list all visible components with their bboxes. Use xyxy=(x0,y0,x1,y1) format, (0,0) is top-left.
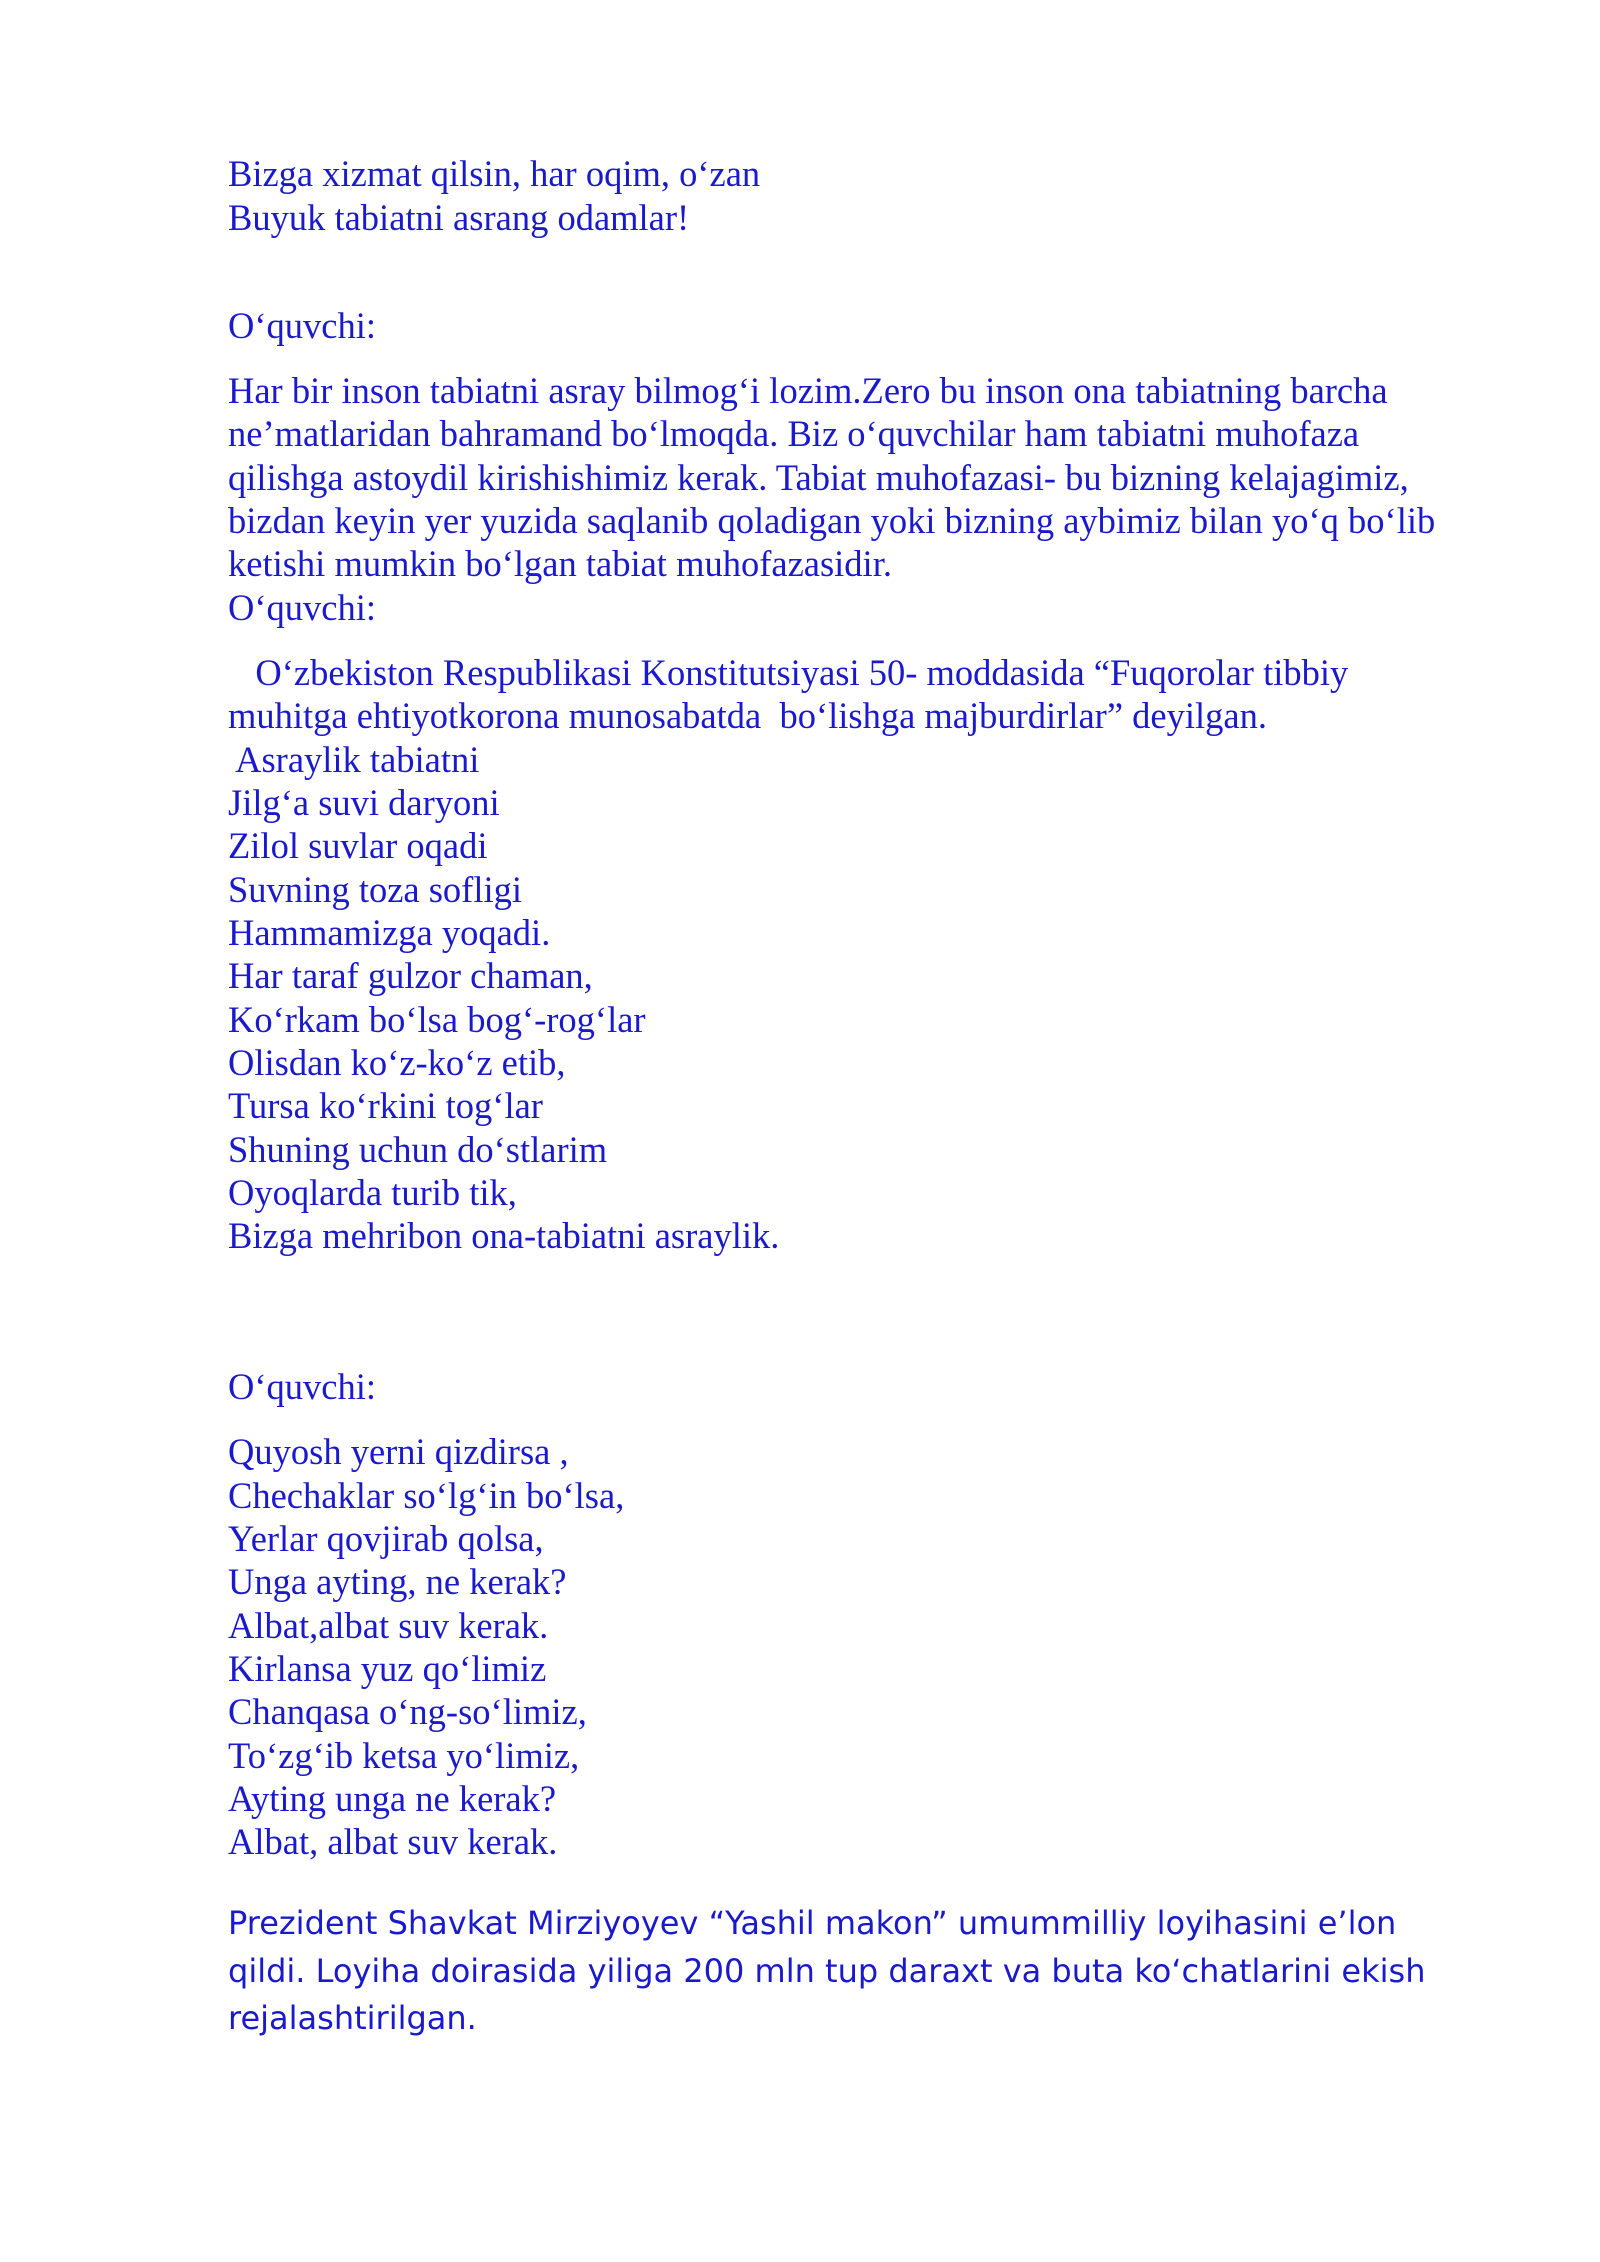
poem-2-line: Ayting unga ne kerak? xyxy=(228,1778,557,1819)
speaker-label: O‘quvchi: xyxy=(228,1366,376,1407)
opening-verse-line-2: Buyuk tabiatni asrang odamlar! xyxy=(228,197,690,238)
poem-1-line: Oyoqlarda turib tik, xyxy=(228,1172,517,1213)
poem-2-line: Albat, albat suv kerak. xyxy=(228,1821,558,1862)
speaker-label: O‘quvchi: xyxy=(228,305,376,346)
opening-verse-line-1: Bizga xizmat qilsin, har oqim, o‘zan xyxy=(228,153,761,194)
poem-1-line: Bizga mehribon ona-tabiatni asraylik. xyxy=(228,1215,780,1256)
paragraph-1-line-3: qilishga astoydil kirishishimiz kerak. Tabiat muhofazasi- bu bizning kelajagimiz, xyxy=(228,457,1409,498)
poem-1-line: Olisdan ko‘z-ko‘z etib, xyxy=(228,1042,566,1083)
poem-1-line: Jilg‘a suvi daryoni xyxy=(228,782,500,823)
closing-paragraph-line-2: qildi. Loyiha doirasida yiliga 200 mln tup daraxt va buta ko‘chatlarini ekish xyxy=(228,1951,1426,1990)
poem-2-line: Unga ayting, ne kerak? xyxy=(228,1561,567,1602)
paragraph-1-line-1: Har bir inson tabiatni asray bilmog‘i lozim.Zero bu inson ona tabiatning barcha xyxy=(228,370,1388,411)
poem-2-line: Chechaklar so‘lg‘in bo‘lsa, xyxy=(228,1475,625,1516)
speaker-label: O‘quvchi: xyxy=(228,587,376,628)
paragraph-2-line-1: O‘zbekiston Respublikasi Konstitutsiyasi 50- moddasida “Fuqorolar tibbiy xyxy=(228,652,1349,693)
poem-2-line: Quyosh yerni qizdirsa , xyxy=(228,1431,569,1472)
poem-1-line: Suvning toza sofligi xyxy=(228,869,523,910)
poem-1-line: Ko‘rkam bo‘lsa bog‘-rog‘lar xyxy=(228,999,646,1040)
closing-paragraph-line-3: rejalashtirilgan. xyxy=(228,1999,477,2037)
poem-2-line: Albat,albat suv kerak. xyxy=(228,1605,549,1646)
closing-paragraph xyxy=(228,1900,1498,2043)
closing-paragraph-line-1: Prezident Shavkat Mirziyoyev “Yashil makon” umummilliy loyihasini e’lon xyxy=(228,1904,1397,1942)
poem-1-line: Har taraf gulzor chaman, xyxy=(228,955,593,996)
paragraph-1-line-2: ne’matlaridan bahramand bo‘lmoqda. Biz o‘quvchilar ham tabiatni muhofaza xyxy=(228,413,1360,454)
poem-1-line: Tursa ko‘rkini tog‘lar xyxy=(228,1085,543,1126)
poem-1-line: Asraylik tabiatni xyxy=(228,739,480,780)
poem-2-line: Chanqasa o‘ng-so‘limiz, xyxy=(228,1691,587,1732)
poem-1-line: Shuning uchun do‘stlarim xyxy=(228,1129,608,1170)
poem-1-line: Hammamizga yoqadi. xyxy=(228,912,551,953)
paragraph-1-line-4: bizdan keyin yer yuzida saqlanib qoladigan yoki bizning aybimiz bilan yo‘q bo‘lib xyxy=(228,500,1436,541)
poem-2-line: To‘zg‘ib ketsa yo‘limiz, xyxy=(228,1735,580,1776)
poem-2-line: Yerlar qovjirab qolsa, xyxy=(228,1518,544,1559)
paragraph-1-line-5: ketishi mumkin bo‘lgan tabiat muhofazasidir. xyxy=(228,543,892,584)
paragraph-2-line-2: muhitga ehtiyotkorona munosabatda bo‘lishga majburdirlar” deyilgan. xyxy=(228,695,1267,736)
poem-1-line: Zilol suvlar oqadi xyxy=(228,825,488,866)
poem-2-line: Kirlansa yuz qo‘limiz xyxy=(228,1648,547,1689)
